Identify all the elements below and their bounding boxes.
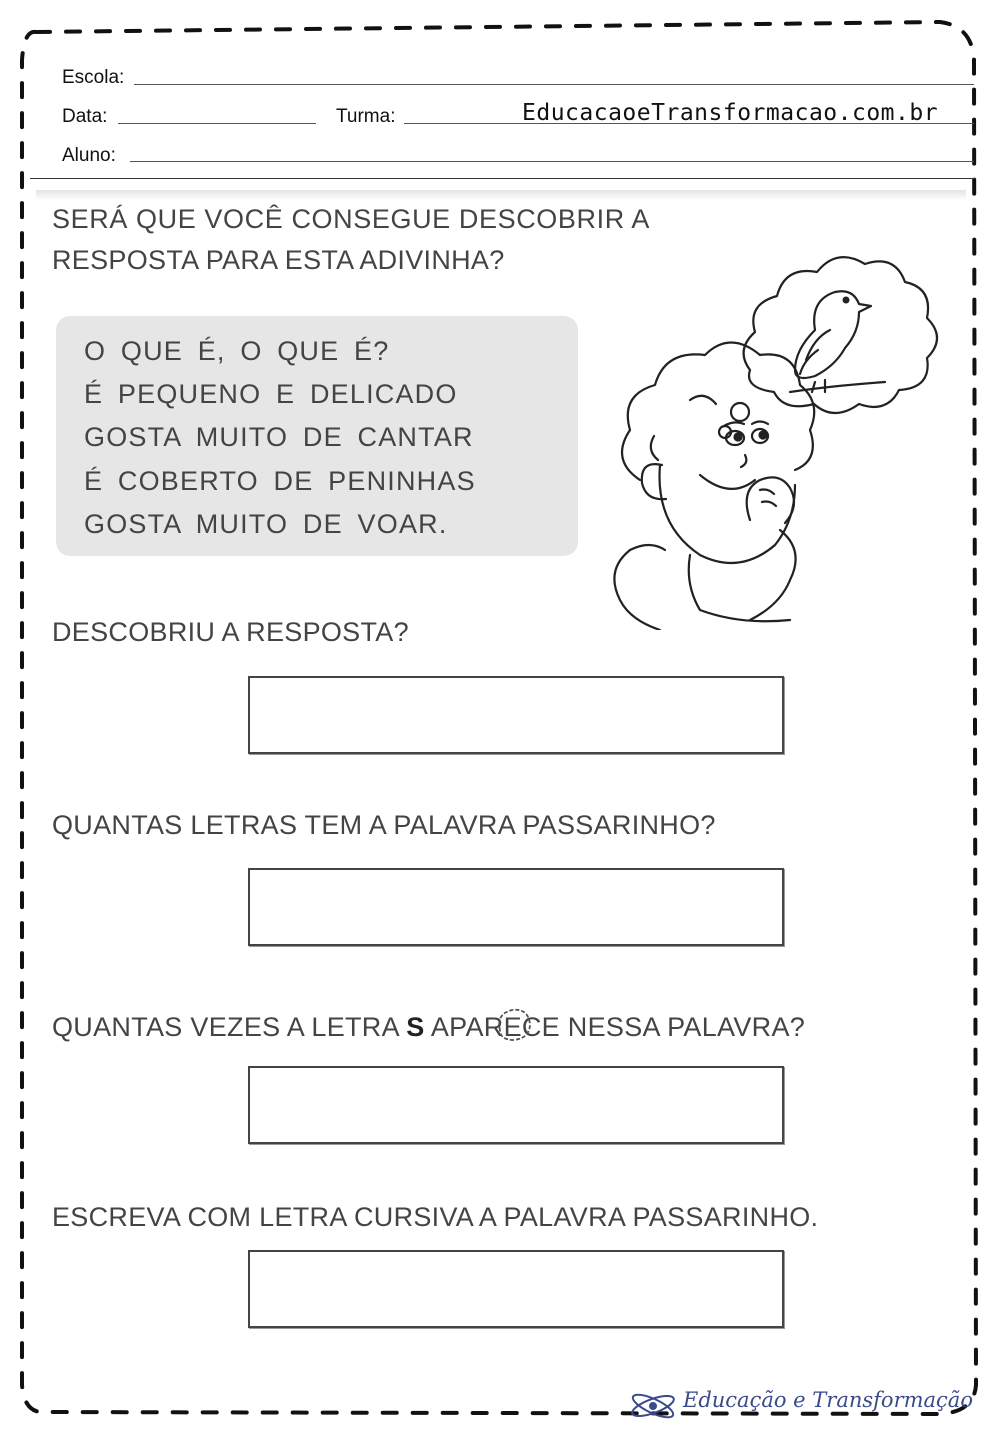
question-1: DESCOBRIU A RESPOSTA? — [52, 617, 409, 647]
atom-logo-icon — [628, 1386, 678, 1426]
question-3-text-before: QUANTAS VEZES A LETRA — [52, 1012, 407, 1042]
turma-label: Turma: — [336, 106, 396, 127]
data-field[interactable] — [118, 123, 316, 124]
aluno-field[interactable] — [130, 161, 974, 162]
riddle-line: GOSTA MUITO DE CANTAR — [84, 422, 474, 452]
riddle-line: É PEQUENO E DELICADO — [84, 379, 458, 409]
riddle-line: GOSTA MUITO DE VOAR. — [84, 509, 448, 539]
question-3 — [52, 1012, 805, 1043]
child-thinking-bird-illustration — [600, 250, 960, 630]
answer-box-2[interactable] — [248, 868, 784, 946]
answer-box-3[interactable] — [248, 1066, 784, 1144]
question-2: QUANTAS LETRAS TEM A PALAVRA PASSARINHO? — [52, 810, 716, 840]
question-3-text-after: APARECE NESSA PALAVRA? — [424, 1012, 806, 1042]
data-label: Data: — [62, 106, 108, 127]
footer-brand: Educação e Transformação — [683, 1388, 973, 1412]
intro-line-1: SERÁ QUE VOCÊ CONSEGUE DESCOBRIR A — [52, 204, 651, 234]
intro-line-2: RESPOSTA PARA ESTA ADIVINHA? — [52, 245, 505, 275]
site-url: EducacaoeTransformacao.com.br — [522, 100, 939, 126]
letter-s: S — [406, 1012, 425, 1042]
escola-label: Escola: — [62, 67, 125, 88]
answer-box-1[interactable] — [248, 676, 784, 754]
riddle-line: É COBERTO DE PENINHAS — [84, 466, 476, 496]
aluno-label: Aluno: — [62, 145, 116, 166]
header-separator — [30, 178, 975, 179]
riddle-line: O QUE É, O QUE É? — [84, 336, 390, 366]
escola-field[interactable] — [134, 84, 974, 85]
answer-box-4[interactable] — [248, 1250, 784, 1328]
scribble-circle-mark — [492, 1004, 534, 1046]
header-shadow — [36, 190, 966, 200]
question-4: ESCREVA COM LETRA CURSIVA A PALAVRA PASSARINHO. — [52, 1202, 819, 1232]
